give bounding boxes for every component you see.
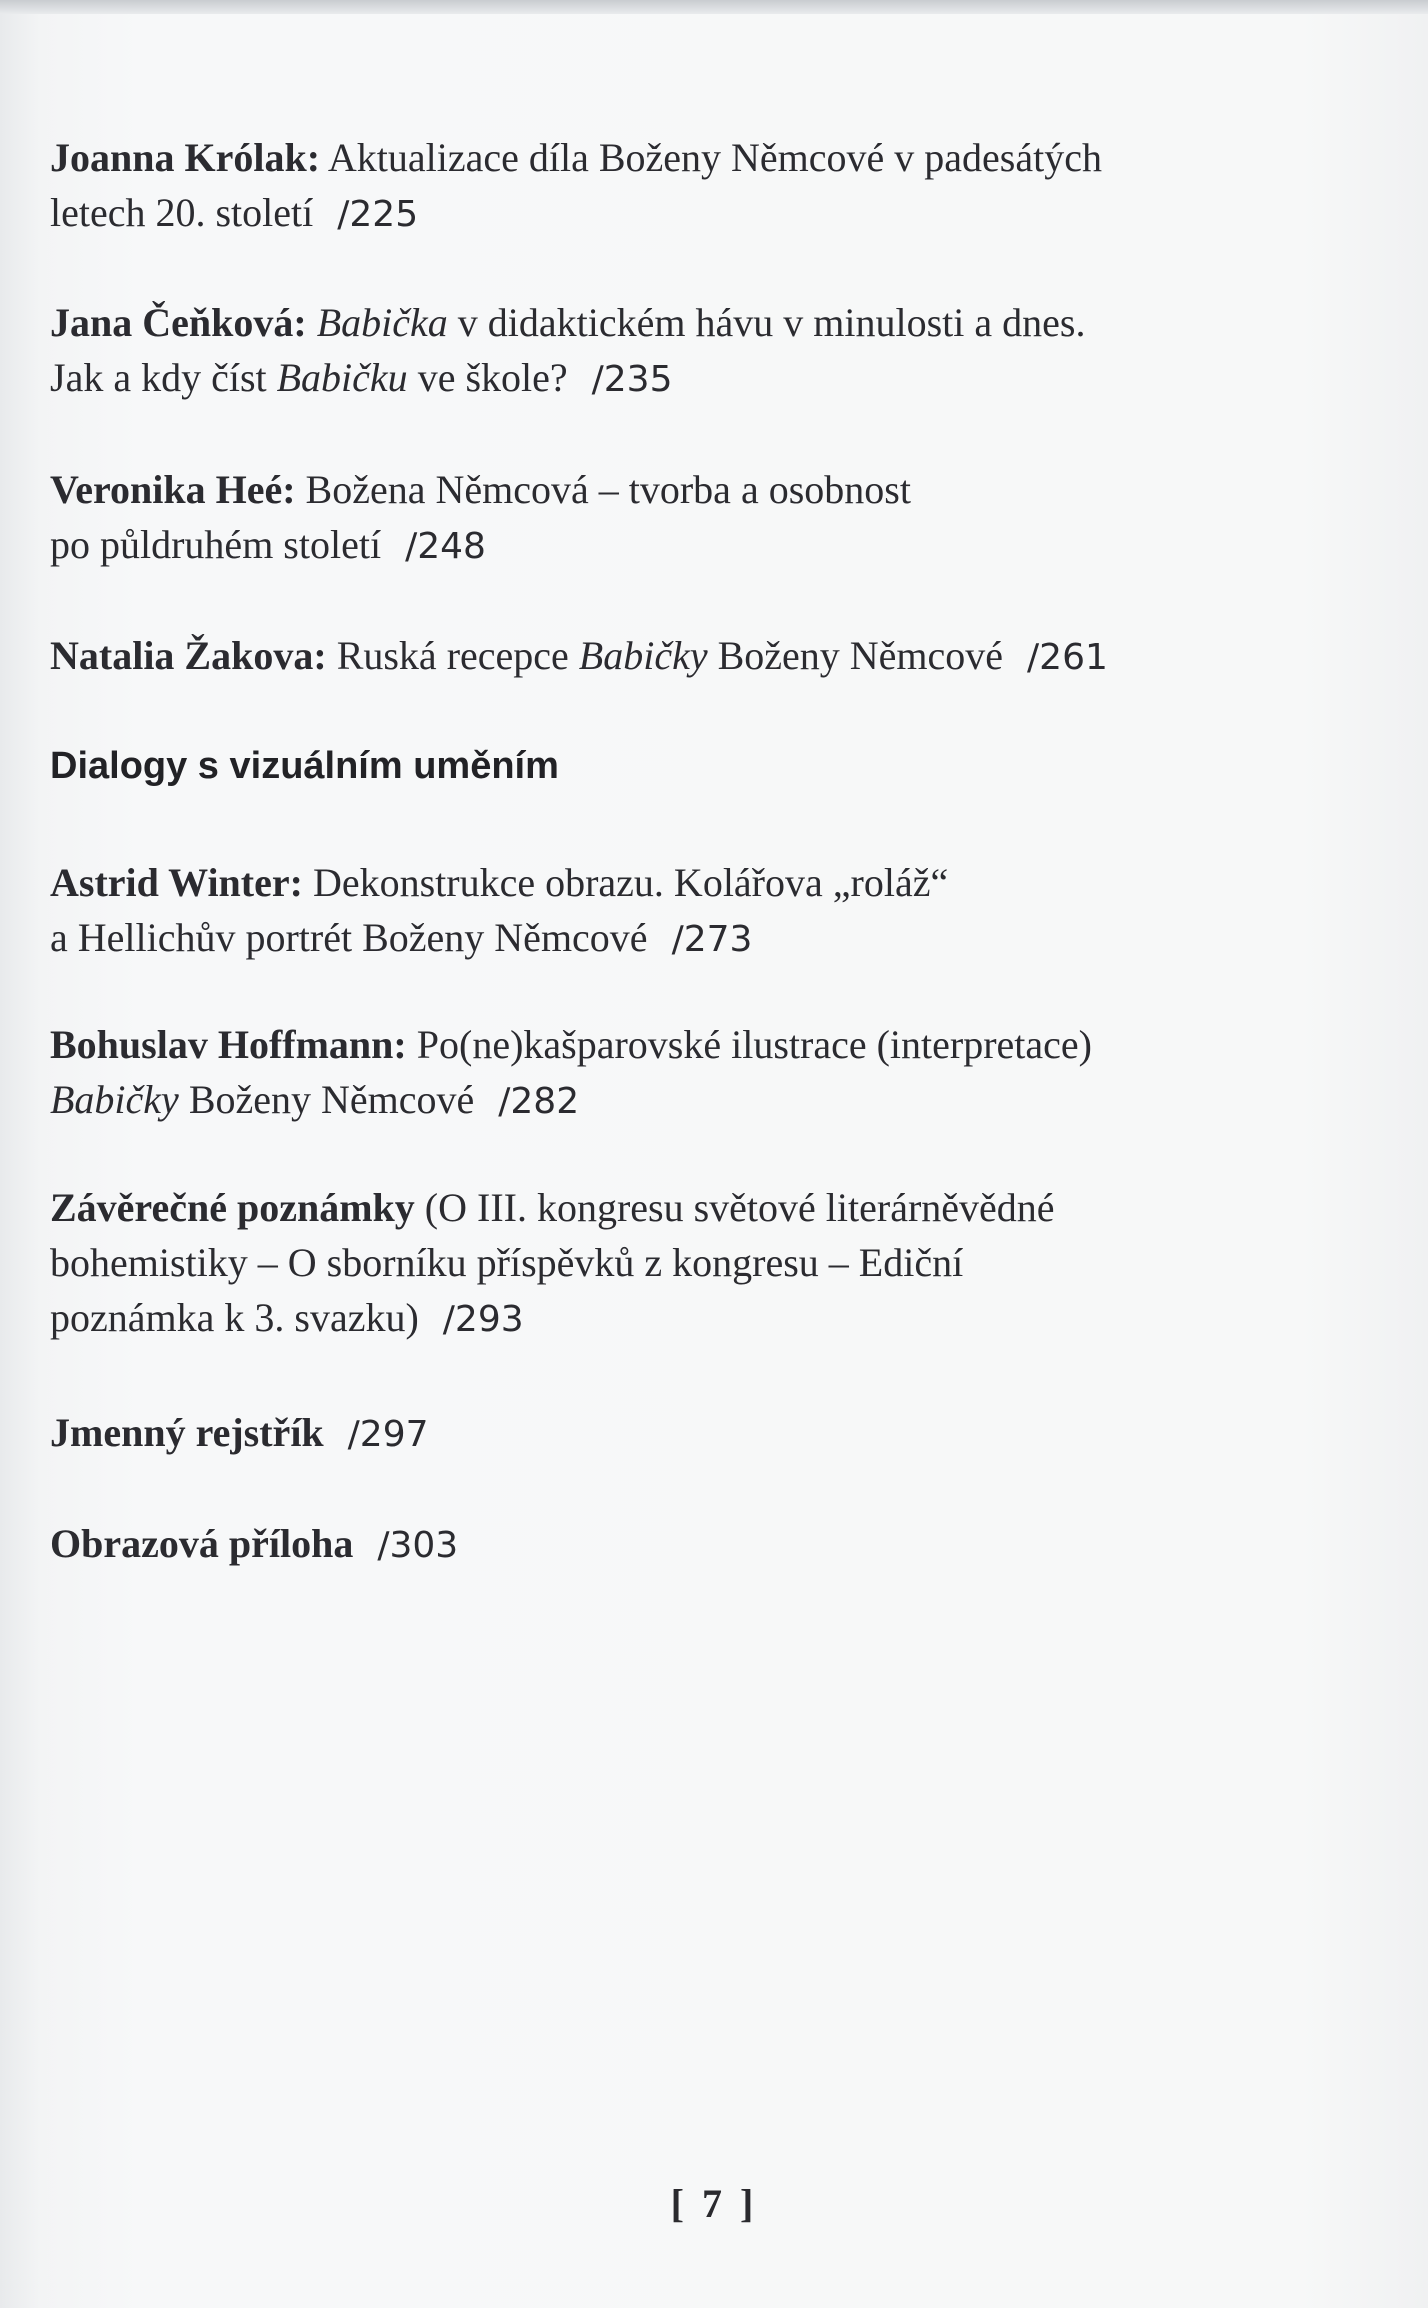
toc-title: Ruská recepce bbox=[336, 633, 569, 678]
toc-author: Bohuslav Hoffmann: bbox=[50, 1022, 407, 1067]
toc-title-cont: poznámka k 3. svazku) bbox=[50, 1295, 419, 1340]
toc-entry-hoffmann bbox=[50, 1017, 1270, 1129]
toc-title: Dekonstrukce obrazu. Kolářova „roláž“ bbox=[312, 860, 949, 905]
toc-title-italic: Babičku bbox=[276, 355, 408, 400]
toc-author: Závěrečné poznámky bbox=[50, 1185, 415, 1230]
toc-entry-hee bbox=[50, 462, 1270, 574]
toc-page-number: /282 bbox=[498, 1081, 580, 1122]
toc-entry-zaverecne bbox=[50, 1180, 1270, 1347]
toc-entry-zakova bbox=[50, 628, 1270, 685]
page-folio: [ 7 ] bbox=[670, 2181, 758, 2226]
toc-title: Po(ne)kašparovské ilustrace (interpretace) bbox=[416, 1022, 1092, 1067]
toc-page-number: /248 bbox=[405, 526, 486, 567]
toc-page-number: /225 bbox=[337, 194, 419, 235]
toc-author: Natalia Žakova: bbox=[50, 633, 327, 678]
toc-entry-cenkova bbox=[50, 295, 1270, 407]
toc-title-cont: a Hellichův portrét Boženy Němcové bbox=[50, 915, 648, 960]
toc-title-cont: Boženy Němcové bbox=[188, 1077, 475, 1122]
toc-author: Jana Čeňková: bbox=[50, 300, 307, 345]
toc-entry-winter bbox=[50, 855, 1270, 967]
toc-author: Obrazová příloha bbox=[50, 1521, 354, 1566]
toc-author: Joanna Królak: bbox=[50, 135, 321, 180]
toc-title-cont: Jak a kdy číst bbox=[50, 355, 267, 400]
toc-title-italic: Babičky bbox=[578, 633, 708, 678]
toc-entry-rejstrik bbox=[50, 1405, 1270, 1462]
toc-title-cont: bohemistiky – O sborníku příspěvků z kongresu – Ediční bbox=[50, 1240, 964, 1285]
toc-title: v didaktickém hávu v minulosti a dnes. bbox=[457, 300, 1086, 345]
page-top-edge bbox=[0, 0, 1428, 14]
toc-title-italic: Babičky bbox=[50, 1077, 179, 1122]
toc-page-number: /261 bbox=[1027, 637, 1108, 678]
toc-page-number: /293 bbox=[442, 1299, 524, 1340]
toc-title-cont: po půldruhém století bbox=[50, 522, 382, 567]
toc-title: Božena Němcová – tvorba a osobnost bbox=[305, 467, 911, 512]
toc-page-number: /297 bbox=[347, 1414, 429, 1455]
section-heading: Dialogy s vizuálním uměním bbox=[50, 745, 559, 787]
toc-title-cont: letech 20. století bbox=[50, 190, 314, 235]
toc-title-cont: ve škole? bbox=[417, 355, 568, 400]
toc-author: Astrid Winter: bbox=[50, 860, 303, 905]
toc-author: Jmenný rejstřík bbox=[50, 1410, 324, 1455]
toc-title: Boženy Němcové bbox=[717, 633, 1004, 678]
toc-author: Veronika Heé: bbox=[50, 467, 296, 512]
toc-page-number: /273 bbox=[671, 919, 753, 960]
toc-title-italic: Babička bbox=[316, 300, 448, 345]
toc-title: (O III. kongresu světové literárněvědné bbox=[424, 1185, 1055, 1230]
toc-page-number: /303 bbox=[377, 1525, 459, 1566]
toc-entry-krolak bbox=[50, 130, 1270, 242]
toc-entry-priloha bbox=[50, 1516, 1270, 1573]
toc-page-number: /235 bbox=[591, 359, 673, 400]
toc-title: Aktualizace díla Boženy Němcové v padesátých bbox=[327, 135, 1102, 180]
